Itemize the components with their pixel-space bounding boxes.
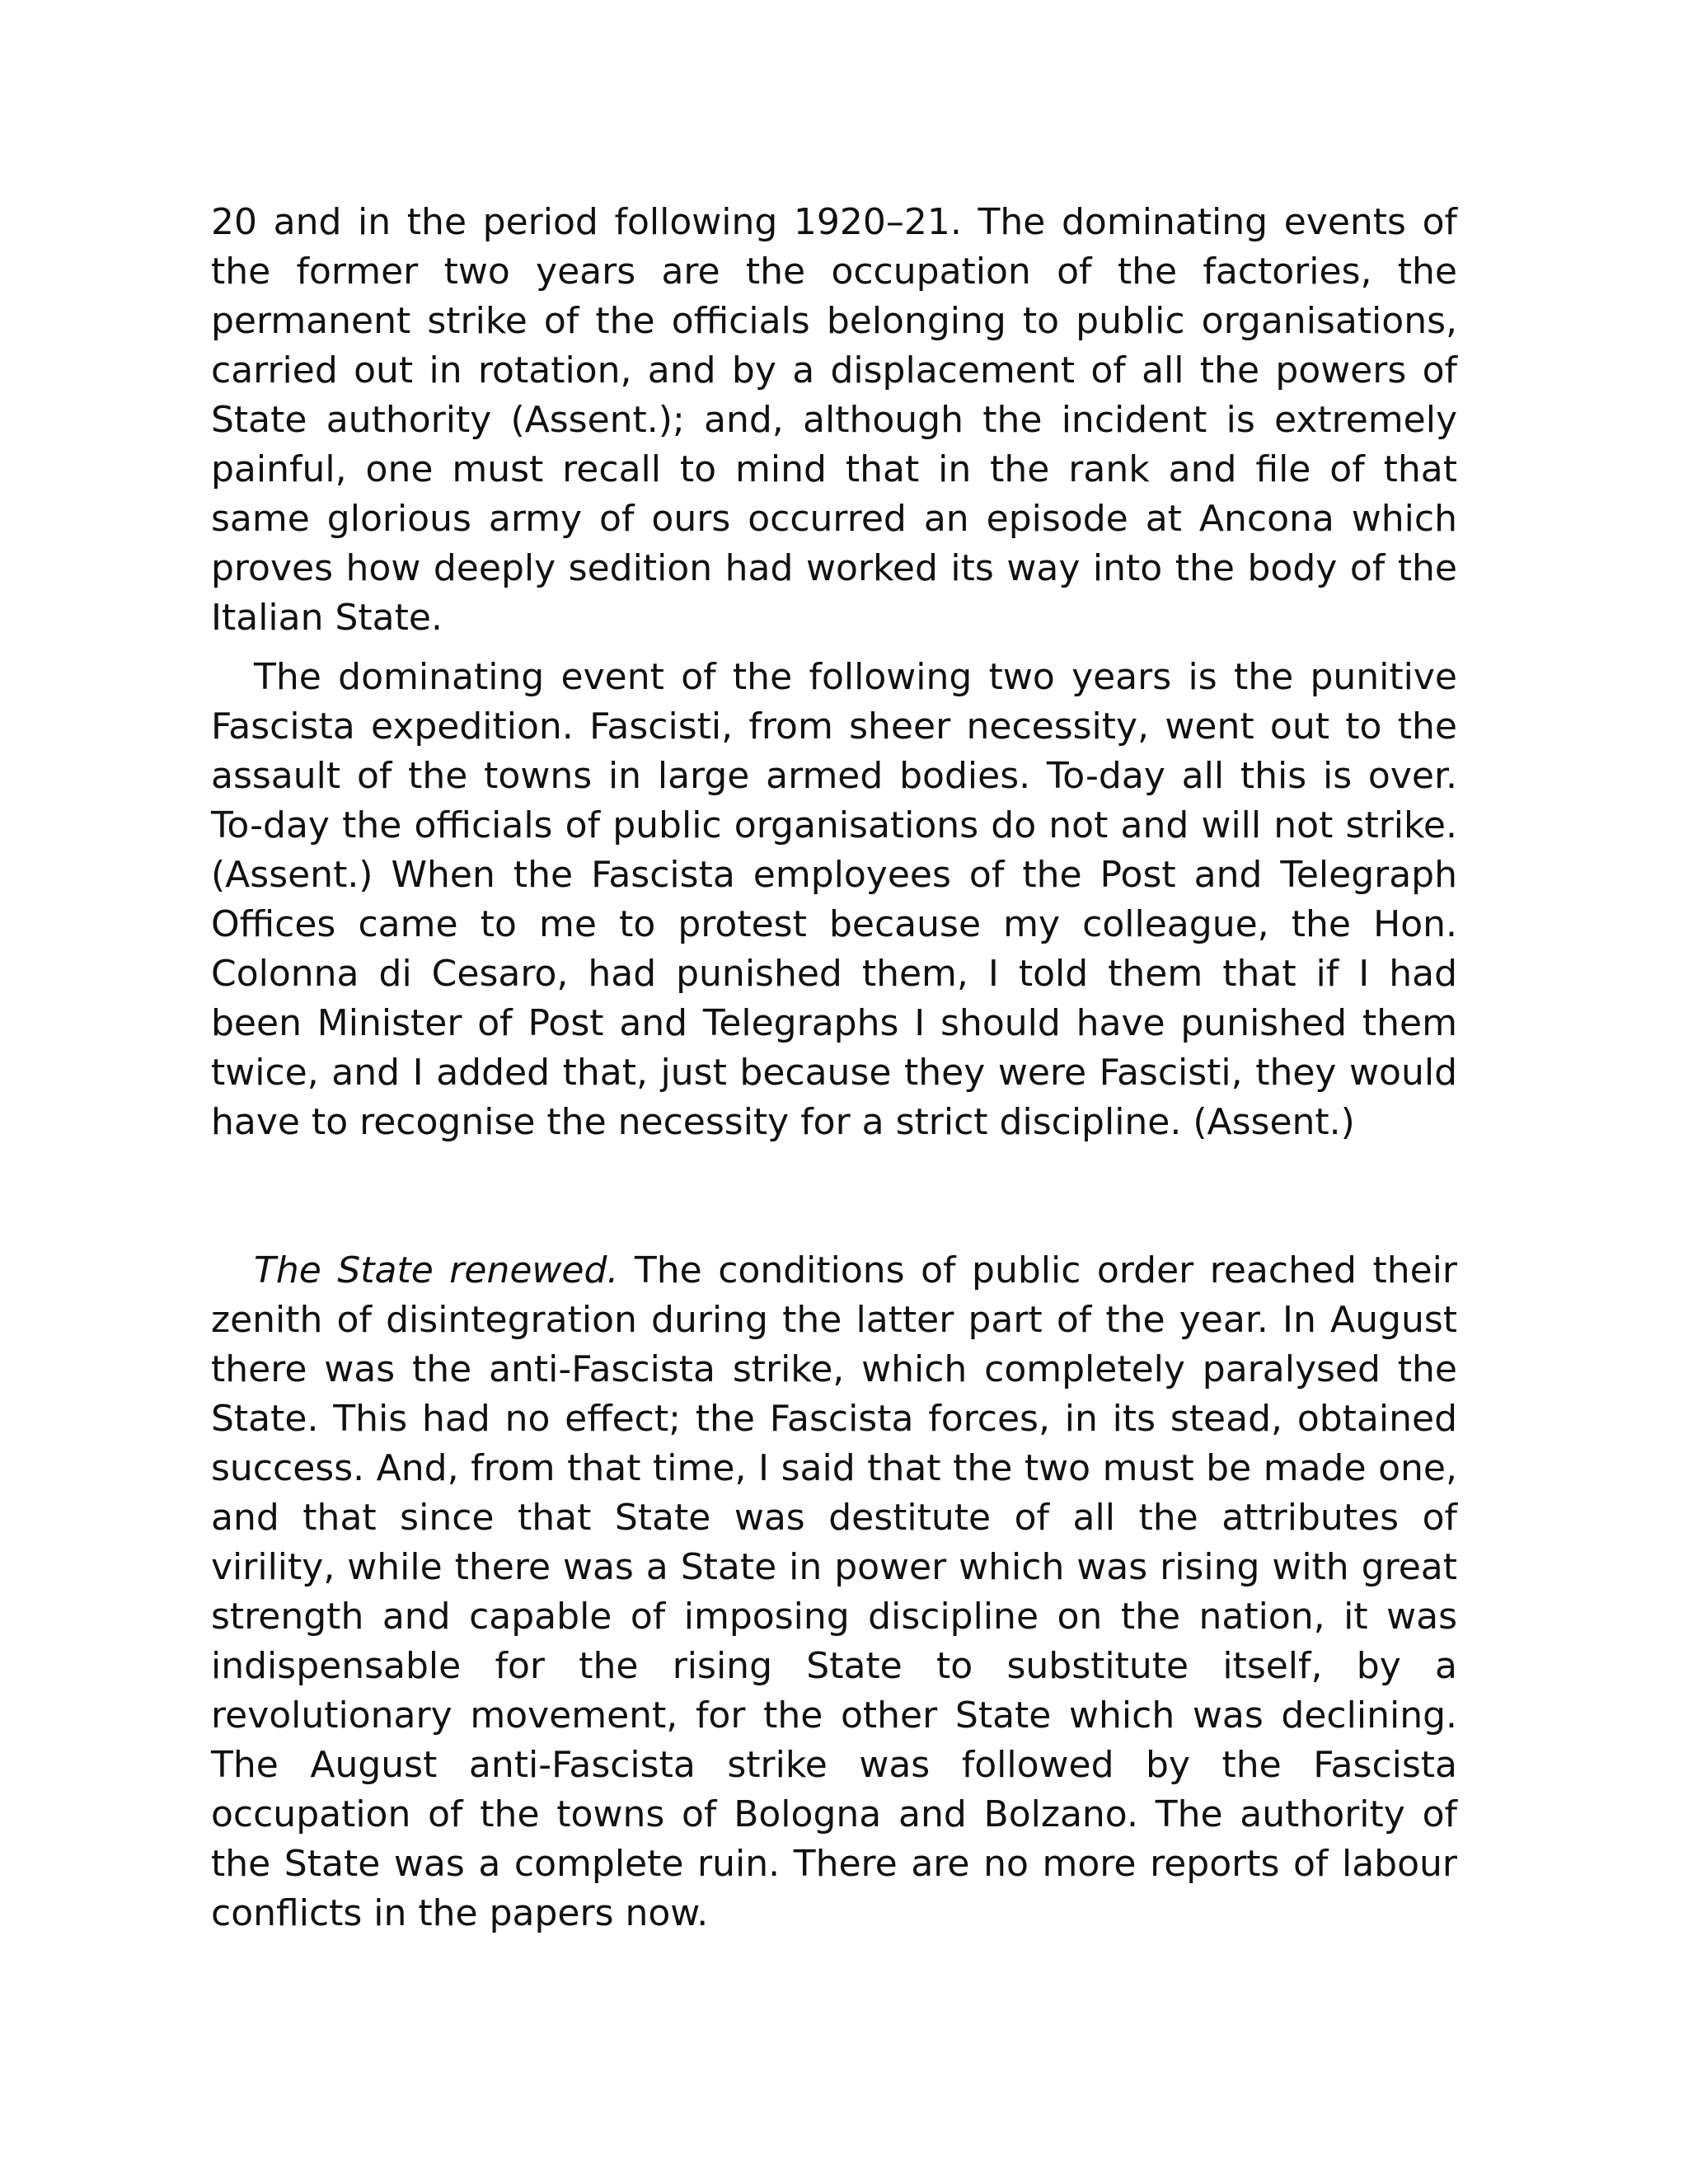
paragraph-2 <box>211 653 1457 1147</box>
paragraph-2-text: The dominating event of the following two years is the punitive Fascista expedition. Fascisti, from sheer necessity, went out to the assault of the towns in large armed bodies. To-day all this is over. To-day the officials of public organisations do not and will not strike. (Assent.) When the Fascista employees of the Post and Telegraph Offices came to me to protest because my colleague, the Hon. Colonna di Cesaro, had punished them, I told them that if I had been Minister of Post and Telegraphs I should have punished them twice, and I added that, just because they were Fascisti, they would have to recognise the necessity for a strict discipline. (Assent.) <box>211 656 1457 1143</box>
paragraph-1 <box>211 198 1457 643</box>
section-heading-state-renewed: The State renewed. <box>254 1249 619 1291</box>
document-body <box>211 198 1457 1938</box>
paragraph-3 <box>211 1246 1457 1938</box>
paragraph-1-text: 20 and in the period following 1920–21. The dominating events of the former two years are the occupation of the factories, the permanent strike of the officials belonging to public organisations, carried out in rotation, and by a displacement of all the powers of State authority (Assent.); and, although the incident is extremely painful, one must recall to mind that in the rank and file of that same glorious army of ours occurred an episode at Ancona which proves how deeply sedition had worked its way into the body of the Italian State. <box>211 201 1457 639</box>
paragraph-3-text: The conditions of public order reached their zenith of disintegration during the latter part of the year. In August there was the anti-Fascista strike, which completely paralysed the State. This had no effect; the Fascista forces, in its stead, obtained success. And, from that time, I said that the two must be made one, and that since that State was destitute of all the attributes of virility, while there was a State in power which was rising with great strength and capable of imposing discipline on the nation, it was indispensable for the rising State to substitute itself, by a revolutionary movement, for the other State which was declining. The August anti-Fascista strike was followed by the Fascista occupation of the towns of Bologna and Bolzano. The authority of the State was a complete ruin. There are no more reports of labour conflicts in the papers now. <box>211 1249 1457 1934</box>
